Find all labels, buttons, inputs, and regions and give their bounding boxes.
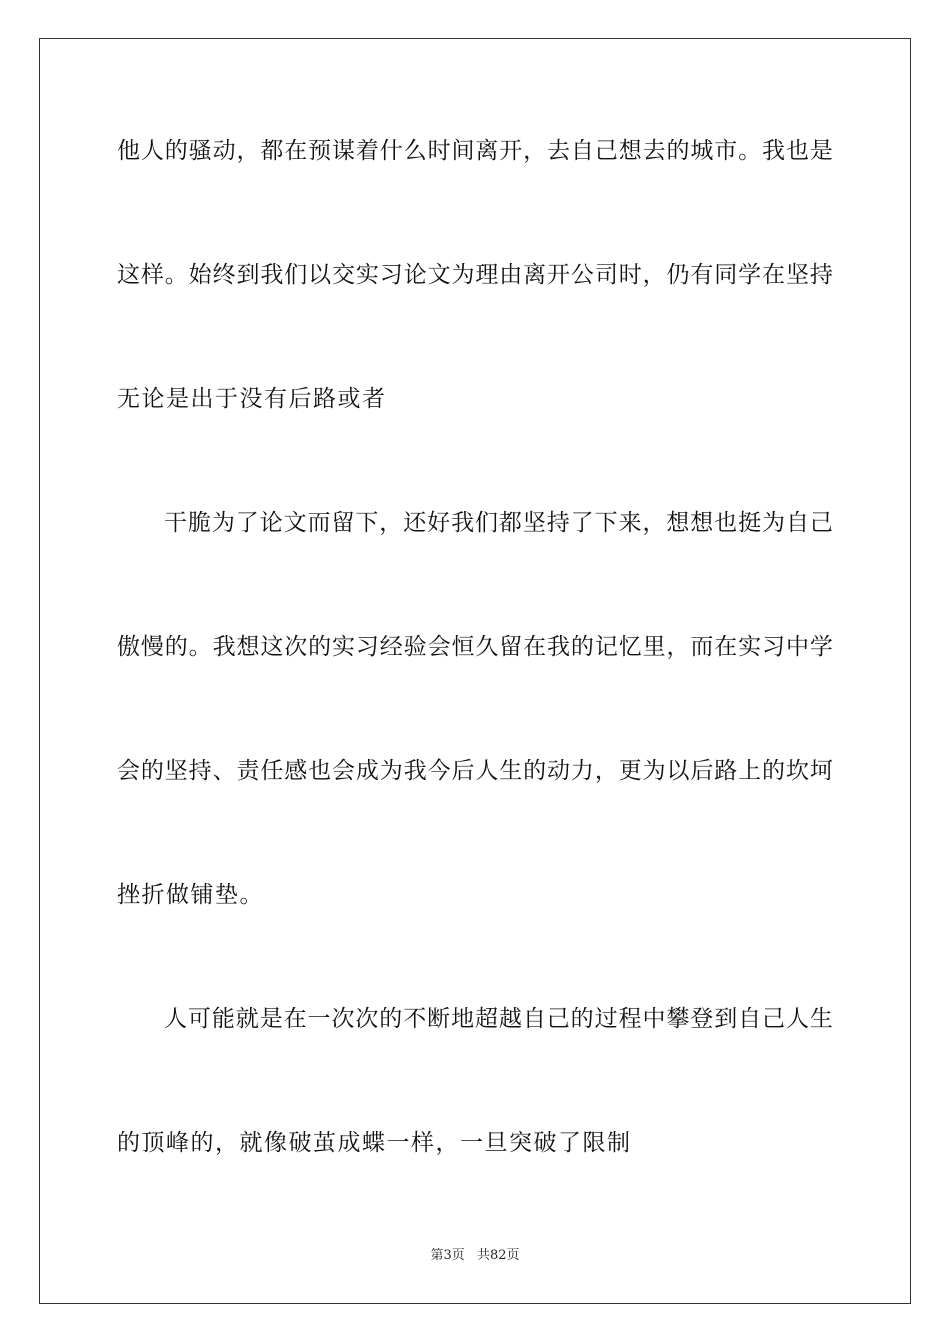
text-glyph: 样: [140, 262, 164, 288]
text-glyph: 己: [594, 138, 618, 164]
text-glyph: 、: [212, 758, 236, 784]
text-glyph: 。: [738, 138, 762, 164]
text-glyph: ，: [236, 138, 260, 164]
text-glyph: 能: [211, 1006, 235, 1032]
text-glyph: ，: [379, 510, 403, 536]
text-glyph: 骚: [188, 138, 212, 164]
text-glyph: 今: [427, 758, 451, 784]
text-glyph: 在: [523, 634, 547, 660]
text-glyph: 为: [379, 758, 403, 784]
text-glyph: 一: [307, 1006, 331, 1032]
text-glyph: 文: [427, 262, 451, 288]
text-glyph: 不: [403, 1006, 427, 1032]
text-glyph: 也: [714, 510, 738, 536]
text-glyph: 记: [594, 634, 618, 660]
text-glyph: 以: [308, 262, 332, 288]
text-glyph: 同: [714, 262, 738, 288]
text-glyph: 城: [690, 138, 714, 164]
text-glyph: 时: [618, 262, 642, 288]
text-glyph: 论: [259, 510, 283, 536]
text-glyph: 来: [618, 510, 642, 536]
text-glyph: 持: [188, 758, 212, 784]
text-line-3: 无论是出于没有后路或者: [117, 386, 387, 412]
text-glyph: 在: [714, 634, 738, 660]
text-glyph: 己: [762, 1006, 786, 1032]
text-glyph: 在: [284, 138, 308, 164]
text-glyph: 为: [451, 262, 475, 288]
text-line-9: 的顶峰的，就像破茧成蝶一样，一旦突破了限制: [117, 1130, 632, 1156]
text-glyph: 攀: [666, 1006, 690, 1032]
page-total: 共82页: [476, 1248, 520, 1263]
text-glyph: 以: [666, 758, 690, 784]
page-footer: [0, 1248, 950, 1264]
text-glyph: 己: [546, 1006, 570, 1032]
text-glyph: 可: [187, 1006, 211, 1032]
text-glyph: 生: [499, 758, 523, 784]
text-glyph: 了: [570, 510, 594, 536]
text-line-5: [117, 632, 833, 662]
text-glyph: 我: [260, 262, 284, 288]
text-glyph: 这: [260, 634, 284, 660]
text-glyph: 去: [642, 138, 666, 164]
text-glyph: 实: [355, 262, 379, 288]
text-glyph: 是: [809, 138, 833, 164]
text-glyph: 到: [714, 1006, 738, 1032]
text-glyph: 们: [474, 510, 498, 536]
text-glyph: 的: [762, 758, 786, 784]
text-glyph: 过: [594, 1006, 618, 1032]
text-glyph: 由: [499, 262, 523, 288]
text-glyph: 中: [642, 1006, 666, 1032]
text-glyph: 程: [618, 1006, 642, 1032]
text-glyph: 的: [308, 634, 332, 660]
text-glyph: 离: [475, 138, 499, 164]
text-glyph: 我: [212, 634, 236, 660]
text-glyph: 超: [474, 1006, 498, 1032]
text-glyph: 人: [140, 138, 164, 164]
text-glyph: 自: [522, 1006, 546, 1032]
text-glyph: 为: [211, 510, 235, 536]
text-glyph: 的: [164, 634, 188, 660]
text-glyph: 想: [690, 510, 714, 536]
text-glyph: 坚: [785, 262, 809, 288]
text-glyph: 的: [570, 1006, 594, 1032]
text-glyph: 就: [235, 1006, 259, 1032]
text-glyph: 什: [379, 138, 403, 164]
text-glyph: 时: [427, 138, 451, 164]
text-line-8: [117, 1004, 833, 1034]
text-glyph: 留: [499, 634, 523, 660]
text-glyph: 文: [283, 510, 307, 536]
text-glyph: 下: [594, 510, 618, 536]
text-glyph: 责: [236, 758, 260, 784]
text-glyph: ，: [642, 262, 666, 288]
text-glyph: 为: [762, 510, 786, 536]
text-glyph: 任: [260, 758, 284, 784]
text-glyph: 终: [212, 262, 236, 288]
text-glyph: 断: [427, 1006, 451, 1032]
text-glyph: 持: [809, 262, 833, 288]
text-glyph: 的: [164, 138, 188, 164]
page-frame: [39, 38, 911, 1304]
text-glyph: 想: [666, 510, 690, 536]
text-glyph: 留: [331, 510, 355, 536]
text-glyph: 后: [451, 758, 475, 784]
text-glyph: ，: [523, 138, 547, 164]
text-glyph: 仍: [666, 262, 690, 288]
text-glyph: 路: [714, 758, 738, 784]
text-glyph: 人: [164, 1006, 187, 1032]
text-glyph: 次: [355, 1006, 379, 1032]
text-glyph: 都: [260, 138, 284, 164]
text-glyph: 理: [475, 262, 499, 288]
text-glyph: 次: [331, 1006, 355, 1032]
text-glyph: 是: [259, 1006, 283, 1032]
text-glyph: 还: [403, 510, 427, 536]
text-glyph: 习: [762, 634, 786, 660]
text-glyph: 有: [690, 262, 714, 288]
text-glyph: 我: [547, 634, 571, 660]
text-glyph: 离: [523, 262, 547, 288]
text-line-7: 挫折做铺垫。: [117, 882, 264, 908]
text-glyph: 坎: [785, 758, 809, 784]
page-number: 第3页: [430, 1248, 465, 1263]
text-glyph: 会: [332, 758, 356, 784]
text-glyph: 去: [547, 138, 571, 164]
text-glyph: 坷: [809, 758, 833, 784]
text-glyph: 动: [212, 138, 236, 164]
text-glyph: 么: [403, 138, 427, 164]
text-glyph: 坚: [164, 758, 188, 784]
text-glyph: 自: [785, 510, 809, 536]
text-glyph: 我: [403, 758, 427, 784]
text-glyph: 忆: [618, 634, 642, 660]
text-glyph: 学: [738, 262, 762, 288]
text-glyph: 更: [618, 758, 642, 784]
text-glyph: 力: [570, 758, 594, 784]
text-glyph: 傲: [117, 634, 140, 660]
text-glyph: 在: [283, 1006, 307, 1032]
text-glyph: 。: [164, 262, 188, 288]
text-glyph: 学: [809, 634, 833, 660]
text-glyph: 想: [236, 634, 260, 660]
text-glyph: 实: [332, 634, 356, 660]
text-glyph: ，: [642, 510, 666, 536]
text-glyph: 在: [762, 262, 786, 288]
text-glyph: 次: [284, 634, 308, 660]
text-glyph: 的: [379, 1006, 403, 1032]
text-glyph: 也: [308, 758, 332, 784]
text-glyph: 好: [427, 510, 451, 536]
text-glyph: 公: [570, 262, 594, 288]
text-glyph: 而: [690, 634, 714, 660]
text-glyph: 着: [355, 138, 379, 164]
text-line-2: [117, 260, 833, 290]
text-glyph: 司: [594, 262, 618, 288]
text-glyph: 久: [475, 634, 499, 660]
text-line-6: [117, 756, 833, 786]
text-glyph: 为: [642, 758, 666, 784]
text-glyph: 间: [451, 138, 475, 164]
text-glyph: 。: [188, 634, 212, 660]
text-glyph: 人: [785, 1006, 809, 1032]
text-glyph: 自: [738, 1006, 762, 1032]
text-line-1: [117, 136, 833, 166]
text-glyph: 人: [475, 758, 499, 784]
text-glyph: 这: [117, 262, 140, 288]
text-glyph: 我: [451, 510, 475, 536]
text-glyph: 交: [332, 262, 356, 288]
text-glyph: 到: [236, 262, 260, 288]
text-glyph: 而: [307, 510, 331, 536]
text-glyph: 市: [714, 138, 738, 164]
text-glyph: 实: [738, 634, 762, 660]
text-glyph: 己: [809, 510, 833, 536]
text-glyph: 的: [666, 138, 690, 164]
text-glyph: 持: [546, 510, 570, 536]
text-glyph: 预: [308, 138, 332, 164]
text-glyph: 谋: [332, 138, 356, 164]
text-glyph: 干: [164, 510, 187, 536]
text-glyph: 地: [451, 1006, 475, 1032]
text-glyph: 下: [355, 510, 379, 536]
text-glyph: 经: [379, 634, 403, 660]
text-glyph: 我: [762, 138, 786, 164]
text-glyph: 都: [498, 510, 522, 536]
text-glyph: 也: [785, 138, 809, 164]
text-glyph: 会: [117, 758, 140, 784]
text-glyph: 挺: [738, 510, 762, 536]
text-glyph: 的: [140, 758, 164, 784]
text-glyph: ，: [594, 758, 618, 784]
text-glyph: 习: [355, 634, 379, 660]
text-glyph: 开: [499, 138, 523, 164]
text-glyph: 们: [284, 262, 308, 288]
text-glyph: 生: [809, 1006, 833, 1032]
text-glyph: 坚: [522, 510, 546, 536]
text-glyph: ，: [666, 634, 690, 660]
text-glyph: 越: [498, 1006, 522, 1032]
text-line-4: [117, 508, 833, 538]
text-glyph: 恒: [451, 634, 475, 660]
text-glyph: 中: [785, 634, 809, 660]
text-glyph: 成: [355, 758, 379, 784]
text-glyph: 了: [235, 510, 259, 536]
text-glyph: 感: [284, 758, 308, 784]
text-glyph: 自: [570, 138, 594, 164]
text-glyph: 的: [570, 634, 594, 660]
text-glyph: 动: [547, 758, 571, 784]
text-glyph: 上: [738, 758, 762, 784]
text-glyph: 会: [427, 634, 451, 660]
text-glyph: 慢: [140, 634, 164, 660]
text-glyph: 想: [618, 138, 642, 164]
text-glyph: 脆: [187, 510, 211, 536]
text-glyph: 里: [642, 634, 666, 660]
text-glyph: 开: [547, 262, 571, 288]
text-glyph: 后: [690, 758, 714, 784]
text-glyph: 论: [403, 262, 427, 288]
text-glyph: 他: [117, 138, 140, 164]
text-glyph: 习: [379, 262, 403, 288]
text-glyph: 始: [188, 262, 212, 288]
text-glyph: 的: [523, 758, 547, 784]
text-glyph: 验: [403, 634, 427, 660]
text-glyph: 登: [690, 1006, 714, 1032]
